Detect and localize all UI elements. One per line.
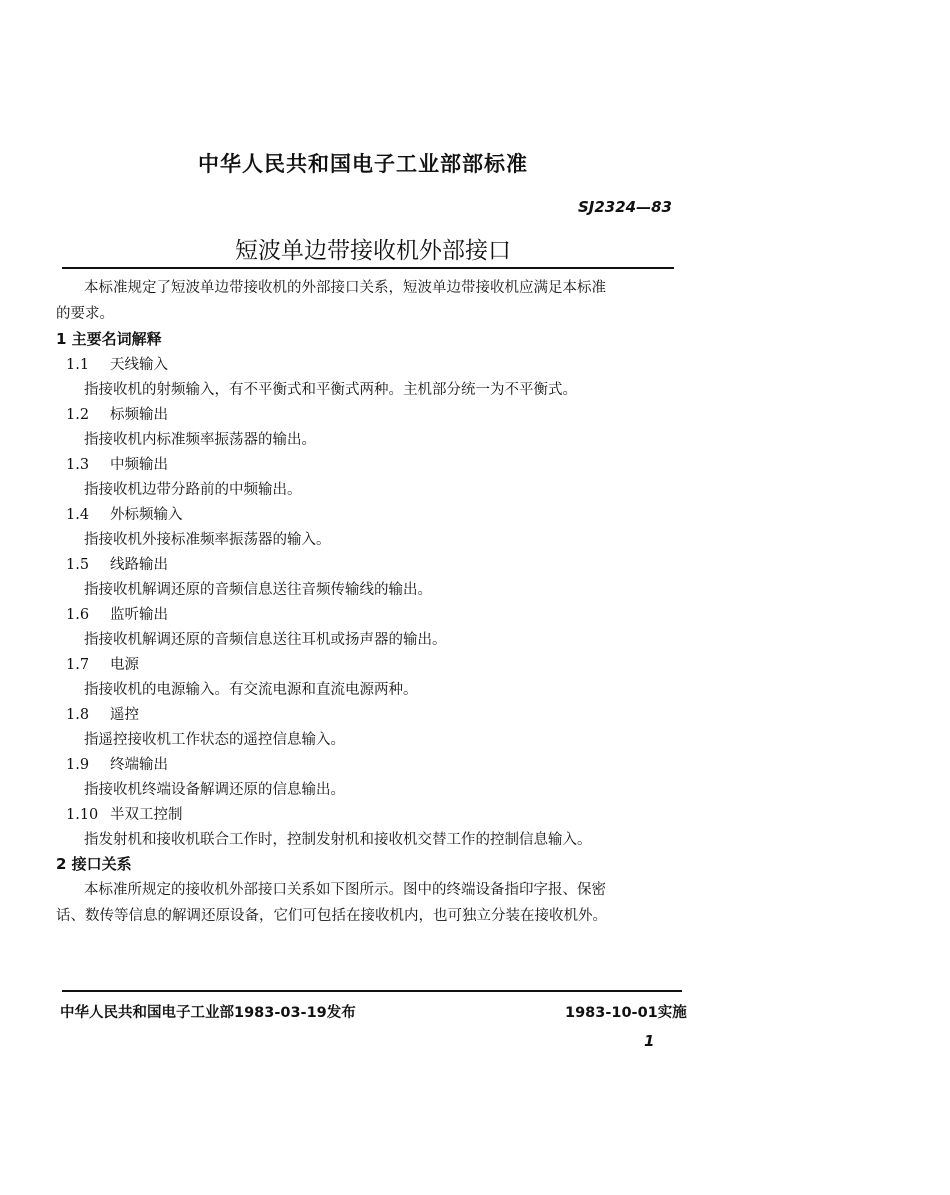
- term-1-1-desc: 指接收机的射频输入，有不平衡式和平衡式两种。主机部分统一为不平衡式。: [84, 382, 577, 398]
- section-2-line-1: 本标准所规定的接收机外部接口关系如下图所示。图中的终端设备指印字报、保密: [84, 882, 606, 898]
- intro-line-1: 本标准规定了短波单边带接收机的外部接口关系，短波单边带接收机应满足本标准: [84, 280, 606, 296]
- document-title-text: 短波单边带接收机外部接口: [235, 238, 511, 264]
- term-1-3-desc: 指接收机边带分路前的中频输出。: [84, 482, 302, 498]
- term-number: 1.9: [66, 757, 90, 773]
- term-label: 半双工控制: [110, 807, 183, 823]
- term-1-4: [66, 503, 183, 524]
- term-number: 1.6: [66, 607, 90, 623]
- term-label: 中频输出: [110, 457, 168, 473]
- term-1-3: [66, 453, 168, 474]
- issuing-organization: 中华人民共和国电子工业部部标准: [198, 152, 528, 176]
- term-1-10: [66, 803, 183, 824]
- term-number: 1.8: [66, 707, 90, 723]
- term-label: 电源: [110, 657, 139, 673]
- term-label: 线路输出: [110, 557, 168, 573]
- section-2-heading: 2 接口关系: [56, 855, 132, 873]
- term-label: 遥控: [110, 707, 139, 723]
- term-number: 1.4: [66, 507, 90, 523]
- term-1-7: [66, 653, 139, 674]
- term-1-5: [66, 553, 168, 574]
- term-label: 终端输出: [110, 757, 168, 773]
- term-1-1: [66, 353, 168, 374]
- term-label: 监听输出: [110, 607, 168, 623]
- term-1-4-desc: 指接收机外接标准频率振荡器的输入。: [84, 532, 331, 548]
- term-number: 1.10: [66, 807, 99, 823]
- standard-number: SJ2324—83: [577, 198, 672, 216]
- footer-effective-date: 1983-10-01实施: [565, 1005, 687, 1021]
- term-1-7-desc: 指接收机的电源输入。有交流电源和直流电源两种。: [84, 682, 418, 698]
- term-1-8-desc: 指遥控接收机工作状态的遥控信息输入。: [84, 732, 345, 748]
- title-rule: [62, 267, 674, 269]
- term-number: 1.5: [66, 557, 90, 573]
- term-1-5-desc: 指接收机解调还原的音频信息送往音频传输线的输出。: [84, 582, 432, 598]
- term-1-9-desc: 指接收机终端设备解调还原的信息输出。: [84, 782, 345, 798]
- term-number: 1.2: [66, 407, 90, 423]
- term-number: 1.1: [66, 357, 90, 373]
- footer-publisher: 中华人民共和国电子工业部1983-03-19发布: [60, 1005, 356, 1021]
- term-label: 天线输入: [110, 357, 168, 373]
- term-1-9: [66, 753, 168, 774]
- term-1-10-desc: 指发射机和接收机联合工作时，控制发射机和接收机交替工作的控制信息输入。: [84, 832, 592, 848]
- term-1-6-desc: 指接收机解调还原的音频信息送往耳机或扬声器的输出。: [84, 632, 447, 648]
- document-title: [0, 232, 950, 265]
- term-1-2-desc: 指接收机内标准频率振荡器的输出。: [84, 432, 316, 448]
- term-1-6: [66, 603, 168, 624]
- term-number: 1.7: [66, 657, 90, 673]
- term-1-2: [66, 403, 168, 424]
- section-2-line-2: 话、数传等信息的解调还原设备，它们可包括在接收机内，也可独立分装在接收机外。: [56, 908, 607, 924]
- term-number: 1.3: [66, 457, 90, 473]
- term-label: 外标频输入: [110, 507, 183, 523]
- footer-rule: [62, 990, 682, 992]
- term-1-8: [66, 703, 139, 724]
- intro-line-2: 的要求。: [56, 306, 114, 322]
- page-number: 1: [644, 1032, 655, 1050]
- term-label: 标频输出: [110, 407, 168, 423]
- section-1-heading: 1 主要名词解释: [56, 330, 162, 348]
